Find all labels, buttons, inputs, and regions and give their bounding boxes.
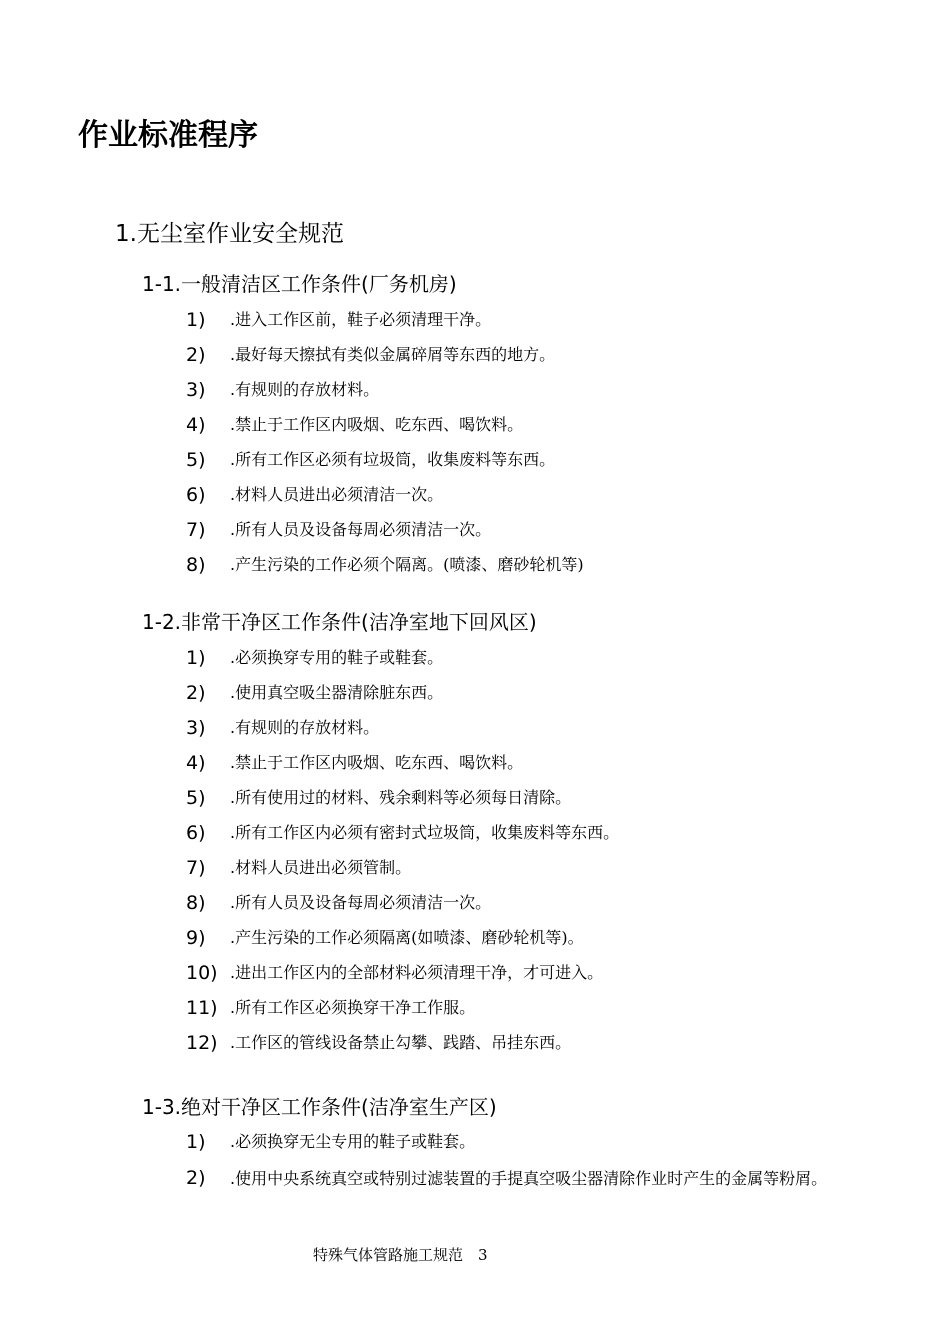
item-number: 9) — [186, 927, 206, 949]
item-number: 1) — [186, 309, 206, 331]
item-number: 12) — [186, 1032, 218, 1054]
item-text: .所有工作区必须有垃圾筒，收集废料等东西。 — [230, 450, 556, 469]
item-number: 4) — [186, 752, 206, 774]
item-number: 1) — [186, 1131, 206, 1153]
item-text: .所有人员及设备每周必须清洁一次。 — [230, 520, 492, 539]
item-number: 2) — [186, 682, 206, 704]
item-number: 3) — [186, 379, 206, 401]
item-number: 6) — [186, 822, 206, 844]
page-footer: 特殊气体管路施工规范 3 — [313, 1246, 488, 1264]
item-number: 8) — [186, 554, 206, 576]
list-item — [186, 1164, 896, 1198]
item-text: .所有工作区必须换穿干净工作服。 — [230, 998, 476, 1017]
item-text: .有规则的存放材料。 — [230, 718, 380, 737]
item-text: .进出工作区内的全部材料必须清理干净，才可进入。 — [230, 963, 604, 982]
subsection-heading-1-1: 1-1.一般清洁区工作条件(厂务机房) — [142, 272, 457, 296]
item-text: .使用真空吸尘器清除脏东西。 — [230, 683, 444, 702]
item-number: 6) — [186, 484, 206, 506]
item-number: 4) — [186, 414, 206, 436]
item-text: .产生污染的工作必须隔离(如喷漆、磨砂轮机等)。 — [230, 928, 584, 947]
item-number: 1) — [186, 647, 206, 669]
item-number: 11) — [186, 997, 218, 1019]
item-text: .工作区的管线设备禁止勾攀、践踏、吊挂东西。 — [230, 1033, 572, 1052]
item-text: .材料人员进出必须清洁一次。 — [230, 485, 444, 504]
item-number: 10) — [186, 962, 218, 984]
item-text: .禁止于工作区内吸烟、吃东西、喝饮料。 — [230, 753, 524, 772]
item-text: .最好每天擦拭有类似金属碎屑等东西的地方。 — [230, 345, 556, 364]
item-text: .所有工作区内必须有密封式垃圾筒，收集废料等东西。 — [230, 823, 620, 842]
page-title: 作业标准程序 — [78, 118, 258, 153]
item-number: 2) — [186, 344, 206, 366]
item-text: .材料人员进出必须管制。 — [230, 858, 412, 877]
section-heading: 1.无尘室作业安全规范 — [115, 221, 344, 247]
item-text: .产生污染的工作必须个隔离。(喷漆、磨砂轮机等) — [230, 555, 584, 574]
item-number: 2) — [186, 1167, 206, 1189]
item-text: .有规则的存放材料。 — [230, 380, 380, 399]
item-text: .所有使用过的材料、残余剩料等必须每日清除。 — [230, 788, 572, 807]
item-number: 5) — [186, 787, 206, 809]
item-number: 3) — [186, 717, 206, 739]
item-text: .所有人员及设备每周必须清洁一次。 — [230, 893, 492, 912]
item-number: 7) — [186, 519, 206, 541]
item-text: .必须换穿专用的鞋子或鞋套。 — [230, 648, 444, 667]
item-number: 5) — [186, 449, 206, 471]
subsection-heading-1-2: 1-2.非常干净区工作条件(洁净室地下回风区) — [142, 610, 537, 634]
item-text: .必须换穿无尘专用的鞋子或鞋套。 — [230, 1132, 476, 1151]
item-text: .使用中央系统真空或特别过滤装置的手提真空吸尘器清除作业时产生的金属等粉屑。 — [230, 1169, 828, 1188]
item-text: .进入工作区前，鞋子必须清理干净。 — [230, 310, 492, 329]
item-number: 7) — [186, 857, 206, 879]
item-text: .禁止于工作区内吸烟、吃东西、喝饮料。 — [230, 415, 524, 434]
subsection-heading-1-3: 1-3.绝对干净区工作条件(洁净室生产区) — [142, 1095, 497, 1119]
item-number: 8) — [186, 892, 206, 914]
